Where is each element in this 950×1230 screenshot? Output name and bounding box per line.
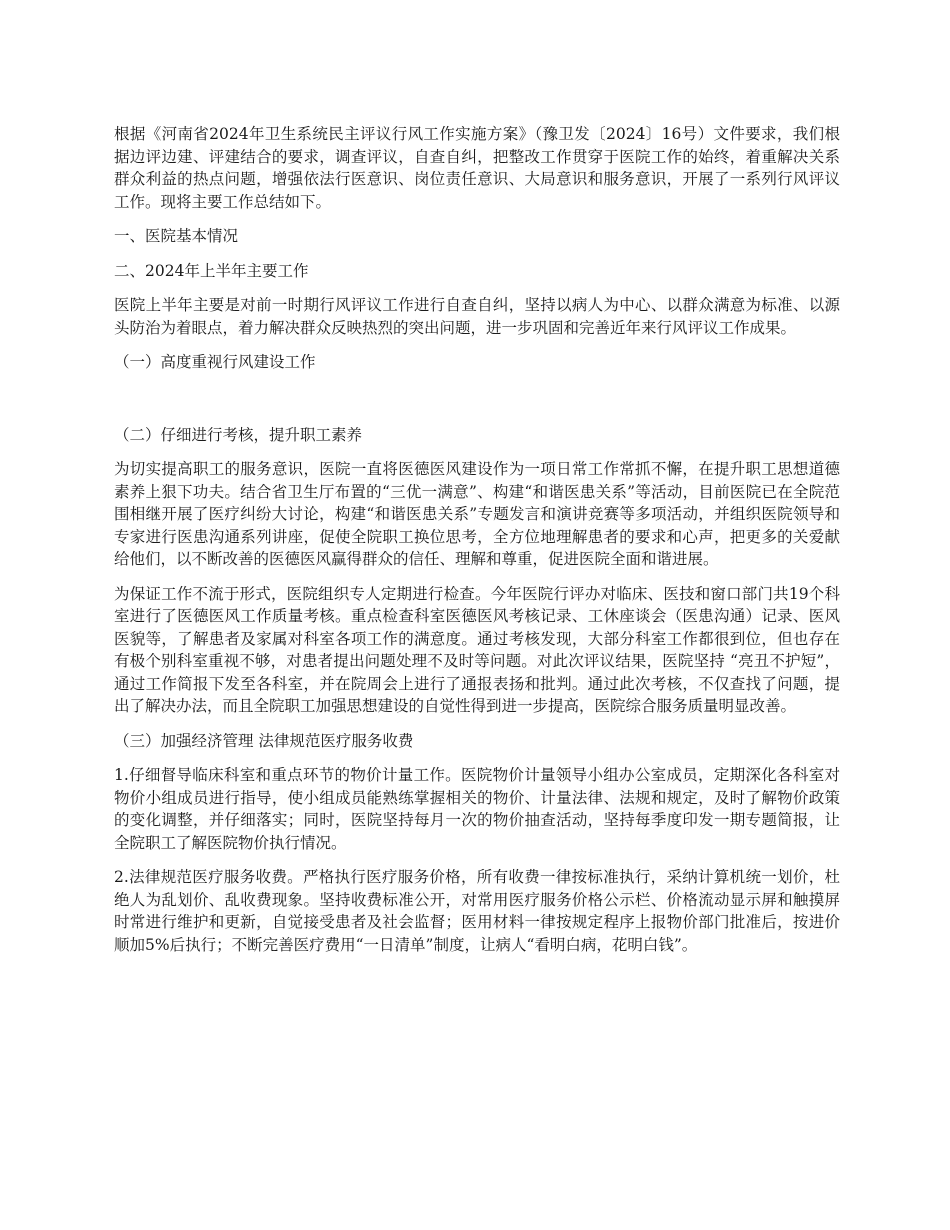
intro-paragraph: 根据《河南省2024年卫生系统民主评议行风工作实施方案》（豫卫发〔2024〕16号）文件要求，我们根据边评边建、评建结合的要求，调查评议，自查自纠，把整改工作贯穿于医院工作的始终，着重解决关系群众利益的热点问题，增强依法行医意识、岗位责任意识、大局意识和服务意识，开展了一系列行风评议工作。现将主要工作总结如下。 — [114, 125, 840, 211]
section-2-paragraph: 医院上半年主要是对前一时期行风评议工作进行自查自纠，坚持以病人为中心、以群众满意为标准、以源头防治为着眼点，着力解决群众反映热烈的突出问题，进一步巩固和完善近年来行风评议工作成果。 — [114, 296, 840, 337]
subsection-3-item-2: 2.法律规范医疗服务收费。严格执行医疗服务价格，所有收费一律按标准执行，采纳计算机统一划价，杜绝人为乱划价、乱收费现象。坚持收费标准公开，对常用医疗服务价格公示栏、价格流动显示屏和触摸屏时常进行维护和更新，自觉接受患者及社会监督；医用材料一律按规定程序上报物价部门批准后，按进价顺加5%后执行；不断完善医疗费用“一日清单”制度，让病人“看明白病，花明白钱”。 — [114, 868, 840, 954]
subsection-2-paragraph-2: 为保证工作不流于形式，医院组织专人定期进行检查。今年医院行评办对临床、医技和窗口部门共19个科室进行了医德医风工作质量考核。重点检查科室医德医风考核记录、工休座谈会（医患沟通）记录、医风医貌等，了解患者及家属对科室各项工作的满意度。通过考核发现，大部分科室工作都很到位，但也存在有极个别科室重视不够，对患者提出问题处理不及时等问题。对此次评议结果，医院坚持 “亮丑不护短”，通过工作简报下发至各科室，并在院周会上进行了通报表扬和批判。通过此次考核，不仅查找了问题，提出了解决办法，而且全院职工加强思想建设的自觉性得到进一步提高，医院综合服务质量明显改善。 — [114, 584, 840, 715]
subsection-2-paragraph-1: 为切实提高职工的服务意识，医院一直将医德医风建设作为一项日常工作常抓不懈，在提升职工思想道德素养上狠下功夫。结合省卫生厅布置的“三优一满意”、构建“和谐医患关系”等活动，目前医院已在全院范围相继开展了医疗纠纷大讨论，构建“和谐医患关系”专题发言和演讲竞赛等多项活动，并组织医院领导和专家进行医患沟通系列讲座，促使全院职工换位思考，全方位地理解患者的要求和心声，把更多的关爱献给他们，以不断改善的医德医风赢得群众的信任、理解和尊重，促进医院全面和谐进展。 — [114, 460, 840, 568]
subsection-3-heading: （三）加强经济管理 法律规范医疗服务收费 — [114, 731, 414, 750]
section-1-heading: 一、医院基本情况 — [114, 227, 239, 245]
subsection-2-heading: （二）仔细进行考核，提升职工素养 — [114, 425, 363, 444]
blank-spacer — [114, 386, 840, 424]
document-page — [114, 123, 840, 968]
section-2-heading: 二、2024年上半年主要工作 — [114, 261, 309, 280]
subsection-3-item-1: 1.仔细督导临床科室和重点环节的物价计量工作。医院物价计量领导小组办公室成员，定期深化各科室对物价小组成员进行指导，使小组成员能熟练掌握相关的物价、计量法律、法规和规定，及时了解物价政策的变化调整，并仔细落实；同时，医院坚持每月一次的物价抽查活动，坚持每季度印发一期专题简报，让全院职工了解医院物价执行情况。 — [114, 766, 840, 852]
subsection-1-heading: （一）高度重视行风建设工作 — [114, 353, 316, 371]
